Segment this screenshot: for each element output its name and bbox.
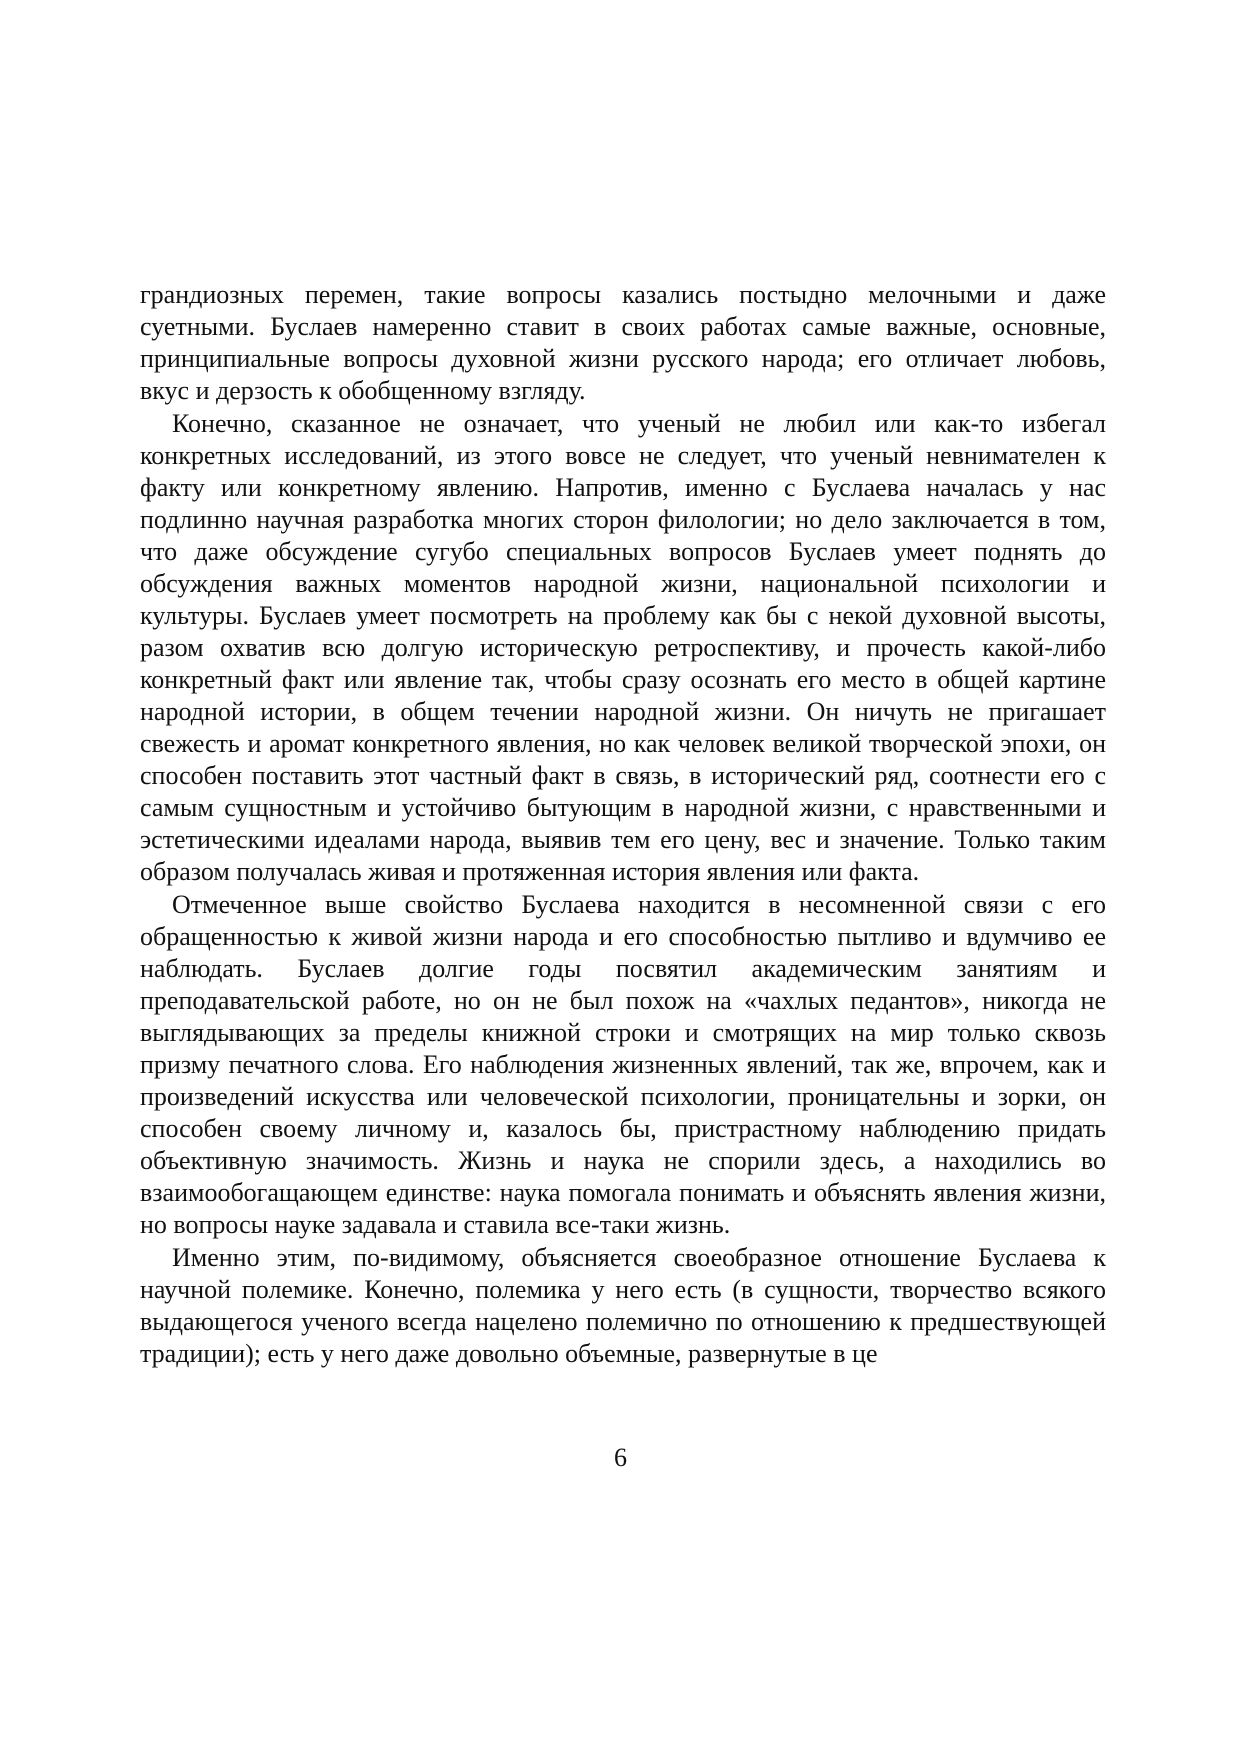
paragraph: Именно этим, по-видимому, объясняется своеобразное отношение Буслаева к научной полемике. Конечно, полемика у него есть (в сущности, творчество всякого выдающегося ученого всегда нацелено полемично по отношению к предшествующей традиции); есть у него даже довольно объемные, развернутые в це [140, 1243, 1106, 1368]
page-number: 6 [614, 1443, 627, 1472]
paragraph: Конечно, сказанное не означает, что ученый не любил или как-то избегал конкретных исследований, из этого вовсе не следует, что ученый невнимателен к факту или конкретному явлению. Напротив, именно с Буслаева началась у нас подлинно научная разработка многих сторон филологии; но дело заключается в том, что даже обсуждение сугубо специальных вопросов Буслаев умеет поднять до обсуждения важных моментов народной жизни, национальной психологии и культуры. Буслаев умеет посмотреть на проблему как бы с некой духовной высоты, разом охватив всю долгую историческую ретроспективу, и прочесть какой-либо конкретный факт или явление так, чтобы сразу осознать его место в общей картине народной истории, в общем течении народной жизни. Он ничуть не пригашает свежесть и аромат конкретного явления, но как человек великой творческой эпохи, он способен поставить этот частный факт в связь, в исторический ряд, соотнести его с самым сущностным и устойчиво бытующим в народной жизни, с нравственными и эстетическими идеалами народа, выявив тем его цену, вес и значение. Только таким образом получалась живая и протяженная история явления или факта. [140, 409, 1106, 886]
paragraph: Отмеченное выше свойство Буслаева находится в несомненной связи с его обращенностью к живой жизни народа и его способностью пытливо и вдумчиво ее наблюдать. Буслаев долгие годы посвятил академическим занятиям и преподавательской работе, но он не был похож на «чахлых педантов», никогда не выглядывающих за пределы книжной строки и смотрящих на мир только сквозь призму печатного слова. Его наблюдения жизненных явлений, так же, впрочем, как и произведений искусства или человеческой психологии, проницательны и зорки, он способен своему личному и, казалось бы, пристрастному наблюдению придать объективную значимость. Жизнь и наука не спорили здесь, а находились во взаимообогащающем единстве: наука помогала понимать и объяснять явления жизни, но вопросы науке задавала и ставила все-таки жизнь. [140, 890, 1106, 1239]
paragraph-continued: грандиозных перемен, такие вопросы казались постыдно мелочными и даже суетными. Буслаев намеренно ставит в своих работах самые важные, основные, принципиальные вопросы духовной жизни русского народа; его отличает любовь, вкус и дерзость к обобщенному взгляду. [140, 280, 1106, 405]
page-body [140, 279, 1106, 1371]
